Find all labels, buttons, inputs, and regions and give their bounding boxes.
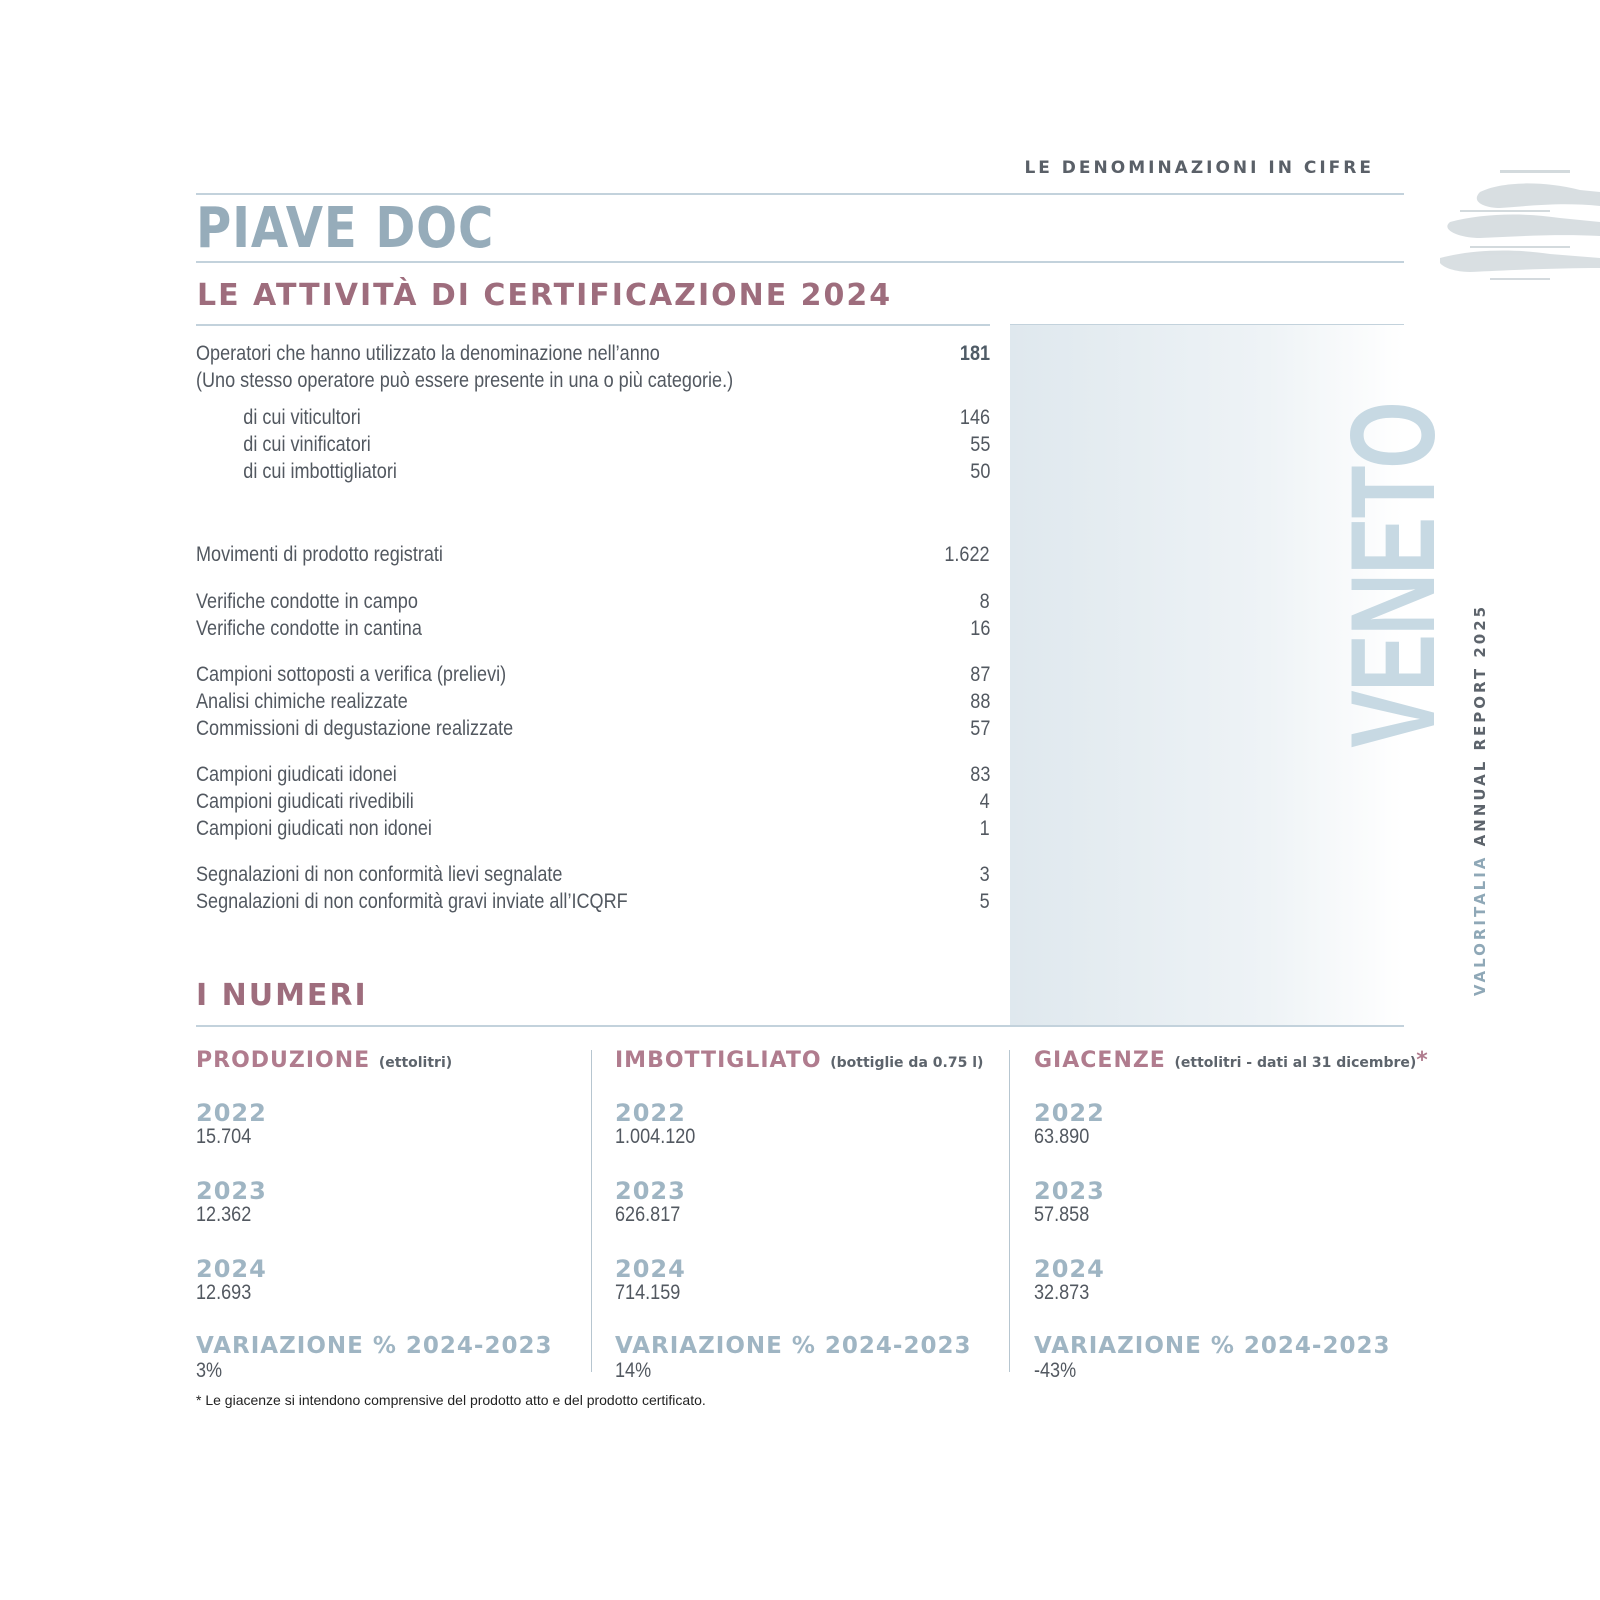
stat-row [196,763,990,790]
region-name: VENETO [1326,402,1460,748]
variation-label: VARIAZIONE % 2024-2023 [615,1333,972,1359]
stat-label: Segnalazioni di non conformità lievi segnalate [196,863,563,886]
title-rule [196,261,1404,263]
stat-label: di cui imbottigliatori [243,460,397,483]
stat-value: 146 [959,406,990,429]
stat-row [196,863,990,890]
watercolor-stain-decoration [1440,162,1600,284]
stat-row [196,790,990,817]
year-value: 57.858 [1034,1203,1090,1226]
year-label: 2024 [1034,1255,1105,1283]
column-produzione [196,1048,576,1385]
stat-label: Verifiche condotte in cantina [196,617,422,640]
column-title: GIACENZE (ettolitri - dati al 31 dicembre)* [1034,1048,1429,1073]
stat-value: 88 [969,690,990,713]
stat-row [196,543,990,570]
stat-value: 4 [979,790,990,813]
year-label: 2023 [196,1177,267,1205]
variation-value: -43% [1034,1359,1077,1382]
variation-value: 14% [615,1359,652,1382]
stats-group-movements [196,543,990,570]
stat-value: 5 [979,890,990,913]
stat-label: di cui viticultori [243,406,361,429]
column-unit: (ettolitri - dati al 31 dicembre) [1174,1055,1417,1071]
variation-label: VARIAZIONE % 2024-2023 [196,1333,553,1359]
stat-row-viticultori [196,406,990,433]
stat-value: 87 [969,663,990,686]
variation-label: VARIAZIONE % 2024-2023 [1034,1333,1391,1359]
operators-note: (Uno stesso operatore può essere presente in una o più categorie.) [196,369,734,392]
stat-label: Campioni giudicati idonei [196,763,397,786]
stat-label: Campioni sottoposti a verifica (prelievi) [196,663,507,686]
year-value: 12.362 [196,1203,252,1226]
top-rule [196,193,1404,195]
column-giacenze [1034,1048,1429,1385]
numeri-heading: I NUMERI [196,978,368,1013]
stat-label: Analisi chimiche realizzate [196,690,408,713]
stat-value: 8 [979,590,990,613]
stat-label: Operatori che hanno utilizzato la denominazione nell’anno [196,342,660,365]
stat-row [196,717,990,744]
stat-value: 1 [979,817,990,840]
stat-row [196,817,990,844]
operators-block [196,342,990,487]
stat-row [196,617,990,644]
stat-row [196,890,990,917]
column-unit: (ettolitri) [378,1055,453,1071]
year-label: 2022 [196,1099,267,1127]
stat-row-imbottigliatori [196,460,990,487]
stats-group-judgements [196,763,990,844]
stats-group-nonconformities [196,863,990,917]
stat-label: di cui vinificatori [243,433,371,456]
stats-group-samples [196,663,990,744]
stat-value: 16 [969,617,990,640]
stat-value: 83 [969,763,990,786]
year-value: 714.159 [615,1281,681,1304]
stat-label: Verifiche condotte in campo [196,590,418,613]
stat-row [196,690,990,717]
side-label-brand: VALORITALIA [1471,854,1489,997]
stat-value: 55 [969,433,990,456]
year-value: 63.890 [1034,1125,1090,1148]
stat-row-vinificatori [196,433,990,460]
year-value: 626.817 [615,1203,681,1226]
year-label: 2022 [615,1099,686,1127]
column-imbottigliato [615,1048,995,1385]
numeri-rule [196,1025,1404,1027]
page-title: PIAVE DOC [196,196,495,261]
stat-row [196,663,990,690]
stat-label: Campioni giudicati rivedibili [196,790,414,813]
stat-value: 3 [979,863,990,886]
year-label: 2024 [615,1255,686,1283]
stats-rule [196,324,990,326]
year-label: 2022 [1034,1099,1105,1127]
stat-label: Movimenti di prodotto registrati [196,543,443,566]
year-label: 2023 [1034,1177,1105,1205]
column-divider [591,1050,592,1372]
column-title: PRODUZIONE (ettolitri) [196,1048,453,1073]
footnote: * Le giacenze si intendono comprensive del prodotto atto e del prodotto certificato. [196,1392,706,1408]
stat-value: 57 [969,717,990,740]
side-label-report: ANNUAL REPORT 2025 [1471,603,1489,847]
stat-row [196,590,990,617]
certification-heading: LE ATTIVITÀ DI CERTIFICAZIONE 2024 [197,278,893,313]
variation-value: 3% [196,1359,223,1382]
year-value: 32.873 [1034,1281,1090,1304]
column-title: IMBOTTIGLIATO (bottiglie da 0.75 l) [615,1048,984,1073]
column-unit: (bottiglie da 0.75 l) [830,1055,984,1071]
year-label: 2024 [196,1255,267,1283]
stats-group-inspections [196,590,990,644]
stat-label: Segnalazioni di non conformità gravi inviate all’ICQRF [196,890,628,913]
stat-label: Campioni giudicati non idonei [196,817,432,840]
stat-row-operators [196,342,990,369]
year-value: 1.004.120 [615,1125,696,1148]
stat-value: 1.622 [944,543,990,566]
stat-value: 50 [969,460,990,483]
year-value: 12.693 [196,1281,252,1304]
year-label: 2023 [615,1177,686,1205]
stat-label: Commissioni di degustazione realizzate [196,717,514,740]
stat-value: 181 [959,342,990,365]
year-value: 15.704 [196,1125,252,1148]
column-divider [1009,1050,1010,1372]
section-label: LE DENOMINAZIONI IN CIFRE [1024,158,1374,178]
